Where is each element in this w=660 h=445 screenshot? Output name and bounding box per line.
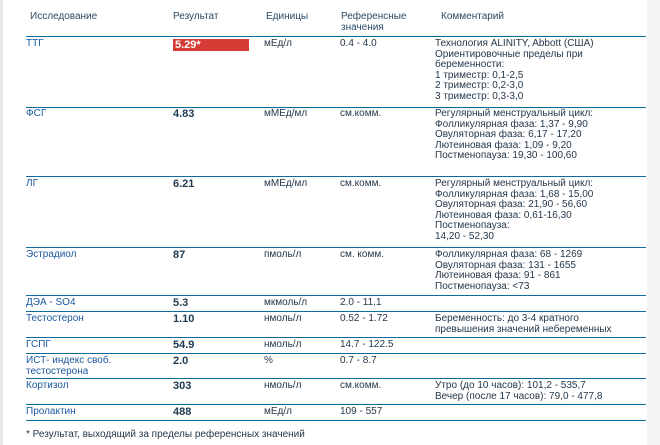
comment-line: Овуляторная фаза: 21,90 - 56,60 [435, 199, 588, 211]
table-row [26, 107, 646, 177]
unit: мЕд/л [264, 406, 292, 417]
unit: мЕд/л [264, 38, 292, 49]
comment-line: Постменопауза: <73 [435, 280, 530, 292]
header-reference-1: Референсные [341, 11, 407, 22]
result-value: 1.10 [173, 313, 195, 325]
comment-line: Регулярный менструальный цикл: [435, 108, 594, 119]
comment [435, 39, 645, 103]
comment [435, 381, 645, 402]
result-value: 87 [173, 249, 186, 261]
table-header [0, 0, 660, 36]
page-edge-left [0, 0, 3, 445]
reference-range: 0.4 - 4.0 [340, 38, 377, 49]
comment-line: Лютеиновая фаза: 91 - 861 [435, 270, 561, 282]
table-row [26, 379, 646, 405]
test-name-line: ИСТ- индекс своб. [26, 355, 112, 366]
comment-line: Овуляторная фаза: 131 - 1655 [435, 259, 576, 271]
comment-line: Вечер (после 17 часов): 79,0 - 477,8 [435, 390, 603, 402]
test-name: Кортизол [26, 380, 69, 391]
comment [435, 109, 645, 162]
footnote: * Результат, выходящий за пределы референсных значений [26, 429, 305, 440]
unit: нмоль/л [264, 380, 302, 391]
table-row [26, 405, 646, 421]
comment-line: 1 триместр: 0,1-2,5 [435, 69, 524, 81]
comment-line: превышения значений небеременных [435, 323, 612, 335]
unit: пмоль/л [264, 249, 302, 260]
comment-line: Лютеиновая фаза: 1,09 - 9,20 [435, 139, 572, 151]
table-row [26, 248, 646, 296]
header-comment: Комментарий [441, 11, 504, 22]
table-row [26, 36, 646, 108]
table-row [26, 354, 646, 379]
reference-range: 0.7 - 8.7 [340, 355, 377, 366]
comment-line: 2 триместр: 0,2-3,0 [435, 80, 524, 92]
unit: нмоль/л [264, 313, 302, 324]
comment-line: Регулярный менструальный цикл: [435, 178, 594, 189]
comment-line: Фолликулярная фаза: 68 - 1269 [435, 249, 583, 260]
table-row [26, 296, 646, 312]
comment-line: 14,20 - 52,30 [435, 230, 494, 242]
unit: нмоль/л [264, 339, 302, 350]
comment [435, 179, 645, 243]
header-reference-2: значения [341, 22, 384, 33]
comment-line: Фолликулярная фаза: 1,68 - 15,00 [435, 188, 594, 200]
comment-line: 3 триместр: 0,3-3,0 [435, 90, 524, 102]
unit: мкмоль/л [264, 297, 308, 308]
reference-range: см. комм. [340, 249, 385, 260]
test-name: ФСГ [26, 108, 47, 119]
comment-line: Лютеиновая фаза: 0,61-16,30 [435, 209, 572, 221]
comment-line: Утро (до 10 часов): 101,2 - 535,7 [435, 380, 586, 391]
test-name: ЛГ [26, 178, 38, 189]
result-value-flagged: 5.29* [173, 39, 249, 51]
comment-line: Постменопауза: [435, 220, 510, 232]
comment [435, 314, 645, 335]
reference-range: см.комм. [340, 380, 382, 391]
page-edge-right [647, 0, 660, 445]
test-name [26, 356, 166, 377]
test-name: ДЭА - SO4 [26, 297, 76, 308]
reference-range: 0.52 - 1.72 [340, 313, 388, 324]
result-value: 6.21 [173, 178, 195, 190]
reference-range: см.комм. [340, 178, 382, 189]
unit: мМЕд/мл [264, 108, 308, 119]
comment-line: Фолликулярная фаза: 1,37 - 9,90 [435, 118, 588, 130]
test-name: Тестостерон [26, 313, 84, 324]
table-row [26, 177, 646, 248]
comment-line: Овуляторная фаза: 6,17 - 17,20 [435, 129, 582, 141]
header-test: Исследование [30, 11, 98, 22]
table-row [26, 312, 646, 338]
test-name: Пролактин [26, 406, 76, 417]
header-units: Единицы [266, 11, 309, 22]
comment-line: Постменопауза: 19,30 - 100,60 [435, 150, 577, 162]
test-name: Эстрадиол [26, 249, 77, 260]
reference-range: 109 - 557 [340, 406, 383, 417]
comment [435, 250, 645, 292]
unit: % [264, 355, 273, 366]
comment-line: Беременность: до 3-4 кратного [435, 313, 579, 324]
result-value: 2.0 [173, 355, 189, 367]
result-value: 5.3 [173, 297, 189, 309]
test-name-line: тестостерона [26, 365, 89, 377]
comment-line: Ориентировочные пределы при [435, 48, 583, 60]
reference-range: см.комм. [340, 108, 382, 119]
result-value: 488 [173, 406, 192, 418]
comment-line: беременности: [435, 59, 505, 71]
result-value: 54.9 [173, 339, 195, 351]
result-value: 4.83 [173, 108, 195, 120]
test-name: ГСПГ [26, 339, 51, 350]
test-name: ТТГ [26, 38, 44, 49]
result-value: 303 [173, 380, 192, 392]
header-result: Результат [173, 11, 219, 22]
reference-range: 14.7 - 122.5 [340, 339, 394, 350]
unit: мМЕд/мл [264, 178, 308, 189]
table-row [26, 338, 646, 354]
comment-line: Технология ALINITY, Abbott (США) [435, 38, 594, 49]
reference-range: 2.0 - 11.1 [340, 297, 382, 308]
